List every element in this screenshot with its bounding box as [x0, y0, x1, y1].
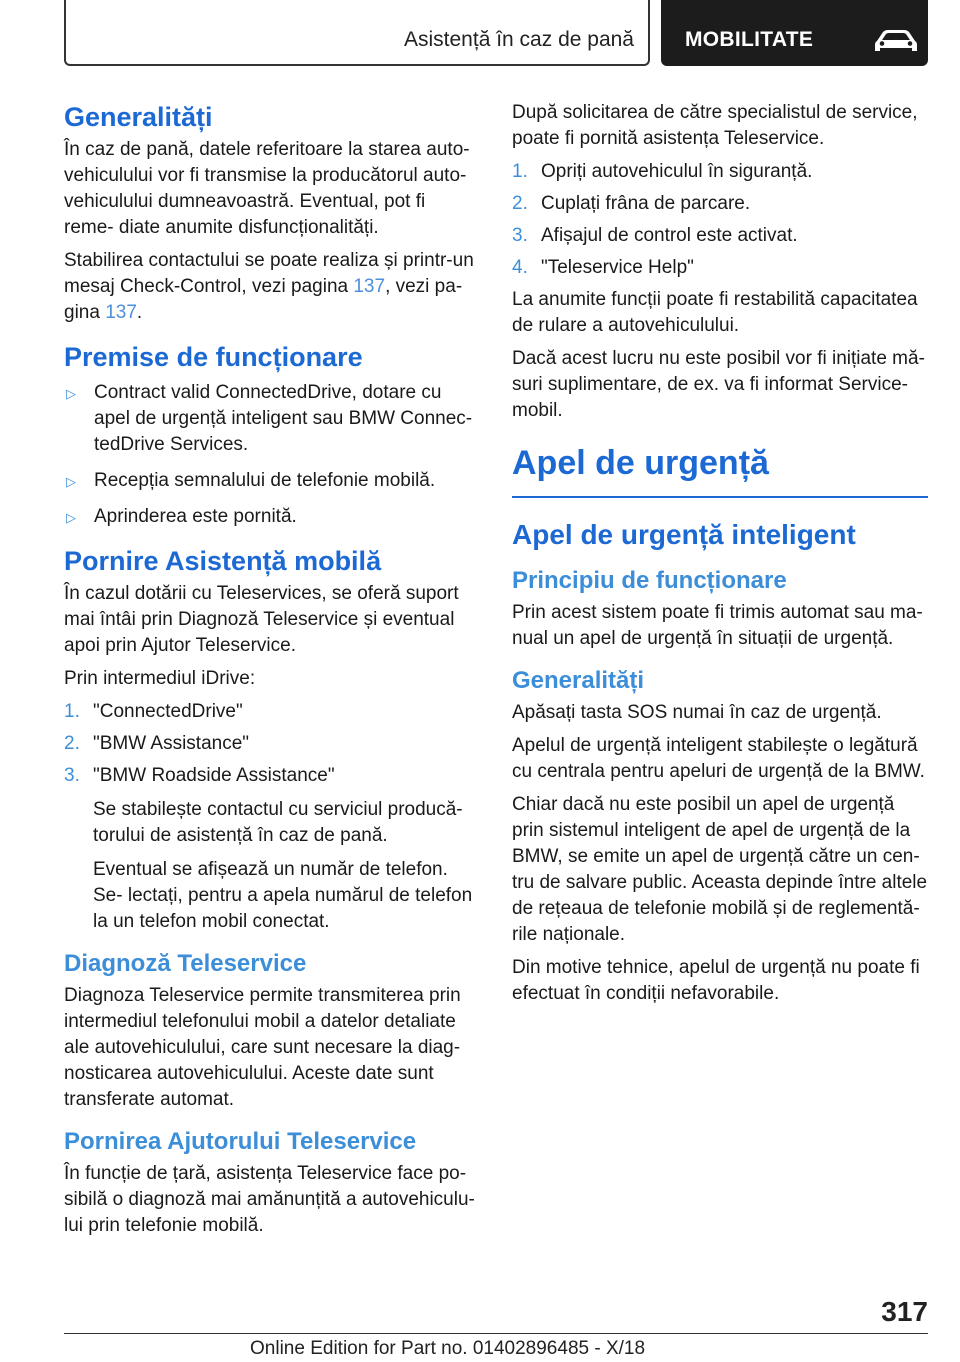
list-item: [64, 380, 478, 458]
triangle-bullet-icon: ▷: [66, 474, 76, 489]
heading-pornire: Pornire Asistență mobilă: [64, 546, 382, 576]
step-text: Opriți autovehiculul în siguranță.: [541, 161, 813, 182]
footer-divider: [64, 1333, 928, 1334]
list-item: [64, 763, 478, 935]
paragraph-page-refs: [64, 248, 478, 326]
chapter-heading-apel: Apel de urgență: [512, 442, 928, 498]
list-item: [512, 191, 928, 217]
teleservice-steps: [512, 159, 928, 281]
step-text: "BMW Roadside Assistance": [93, 765, 335, 786]
header-chapter-box: [661, 0, 928, 66]
header-chapter-title: MOBILITATE: [685, 28, 814, 51]
paragraph: Prin acest sistem poate fi trimis automat sau ma- nual un apel de urgență în situații de urgență.: [512, 602, 923, 649]
paragraph: La anumite funcții poate fi restabilită capacitatea de rulare a autovehiculului.: [512, 289, 918, 336]
premise-list: [64, 380, 478, 530]
paragraph: În caz de pană, datele referitoare la starea auto- vehiculului vor fi transmise la producătorul auto- vehiculului dumneavoastră. Eventual, pot fi reme- diate anumite disfuncționalități.: [64, 139, 470, 238]
triangle-bullet-icon: ▷: [66, 386, 76, 401]
heading-diagnoza: Diagnoză Teleservice: [64, 950, 307, 977]
step-number: 2.: [64, 733, 80, 754]
list-item-text: Contract valid ConnectedDrive, dotare cu apel de urgență inteligent sau BMW Connec- tedDrive Services.: [94, 382, 473, 455]
step-text: Cuplați frâna de parcare.: [541, 193, 751, 214]
paragraph: În funcție de țară, asistența Teleservice face po- sibilă o diagnoză mai amănunțită a autovehiculu- lui prin telefonie mobilă.: [64, 1163, 475, 1236]
step-number: 2.: [512, 193, 528, 214]
list-item: [512, 159, 928, 185]
triangle-bullet-icon: ▷: [66, 510, 76, 525]
page-number: 317: [881, 1296, 928, 1327]
page-header: [64, 0, 928, 66]
heading-generalitati-2: Generalități: [512, 667, 645, 694]
page-ref-link[interactable]: 137: [353, 276, 386, 297]
header-section-title: Asistență în caz de pană: [404, 28, 634, 51]
car-icon: [873, 28, 919, 54]
text: .: [136, 302, 143, 323]
list-item-text: Recepția semnalului de telefonie mobilă.: [94, 470, 436, 491]
text: , vezi pa- gina: [64, 276, 463, 323]
step-text: "Teleservice Help": [541, 257, 694, 278]
paragraph: În cazul dotării cu Teleservices, se oferă suport mai întâi prin Diagnoză Teleservice și eventual apoi prin Ajutor Teleservice.: [64, 583, 459, 656]
heading-principiu: Principiu de funcționare: [512, 567, 787, 594]
paragraph: Diagnoza Teleservice permite transmiterea prin intermediul telefonului mobil a datelor detaliate ale autovehiculului, care sunt necesare la diag- nosticarea autovehiculului. Aceste date sunt transferate automat.: [64, 985, 461, 1110]
page-ref-link[interactable]: 137: [105, 302, 137, 323]
list-item: [64, 468, 478, 494]
footer-edition: Online Edition for Part no. 01402896485 - X/18: [250, 1338, 646, 1359]
header-section-box: [64, 0, 650, 66]
heading-ajutor: Pornirea Ajutorului Teleservice: [64, 1128, 417, 1155]
paragraph: Dacă acest lucru nu este posibil vor fi inițiate mă- suri suplimentare, de ex. va fi informat Service- mobil.: [512, 348, 925, 421]
idrive-steps: [64, 699, 478, 935]
step-text: Afișajul de control este activat.: [541, 225, 798, 246]
paragraph: Chiar dacă nu este posibil un apel de urgență prin sistemul inteligent de apel de urgență de la BMW, se emite un apel de urgență către un cen- tru de salvare public. Aceasta depinde între altele de rețeaua de telefonie mobilă și de reglementă- rile naționale.: [512, 794, 928, 945]
heading-apel-inteligent: Apel de urgență inteligent: [512, 519, 856, 550]
heading-premise: Premise de funcționare: [64, 342, 363, 372]
paragraph: Din motive tehnice, apelul de urgență nu poate fi efectuat în condiții nefavorabile.: [512, 957, 920, 1004]
list-item-text: Aprinderea este pornită.: [94, 506, 297, 527]
paragraph: Apăsați tasta SOS numai în caz de urgență.: [512, 702, 882, 723]
step-number: 1.: [512, 161, 528, 182]
step-number: 3.: [512, 225, 528, 246]
step-text: "ConnectedDrive": [93, 701, 243, 722]
paragraph: Apelul de urgență inteligent stabilește o legătură cu centrala pentru apeluri de urgență de la BMW.: [512, 735, 925, 782]
step-number: 4.: [512, 257, 528, 278]
step-number: 3.: [64, 765, 80, 786]
list-item: [64, 504, 478, 530]
text: Stabilirea contactului se poate realiza și printr-un mesaj Check-Control, vezi pagina: [64, 250, 474, 297]
heading-generalitati: Generalități: [64, 102, 213, 132]
step-note: Se stabilește contactul cu serviciul producă- torului de asistență în caz de pană.: [93, 799, 463, 846]
list-item: [512, 255, 928, 281]
left-column: [64, 100, 478, 1246]
right-column: [512, 100, 928, 1014]
step-text: "BMW Assistance": [93, 733, 250, 754]
step-number: 1.: [64, 701, 80, 722]
step-note: Eventual se afișează un număr de telefon. Se- lectați, pentru a apela numărul de telefon la un telefon mobil conectat.: [93, 859, 473, 932]
paragraph: Prin intermediul iDrive:: [64, 668, 256, 689]
paragraph: După solicitarea de către specialistul de service, poate fi pornită asistența Teleservice.: [512, 102, 918, 149]
list-item: [64, 731, 478, 757]
list-item: [64, 699, 478, 725]
list-item: [512, 223, 928, 249]
